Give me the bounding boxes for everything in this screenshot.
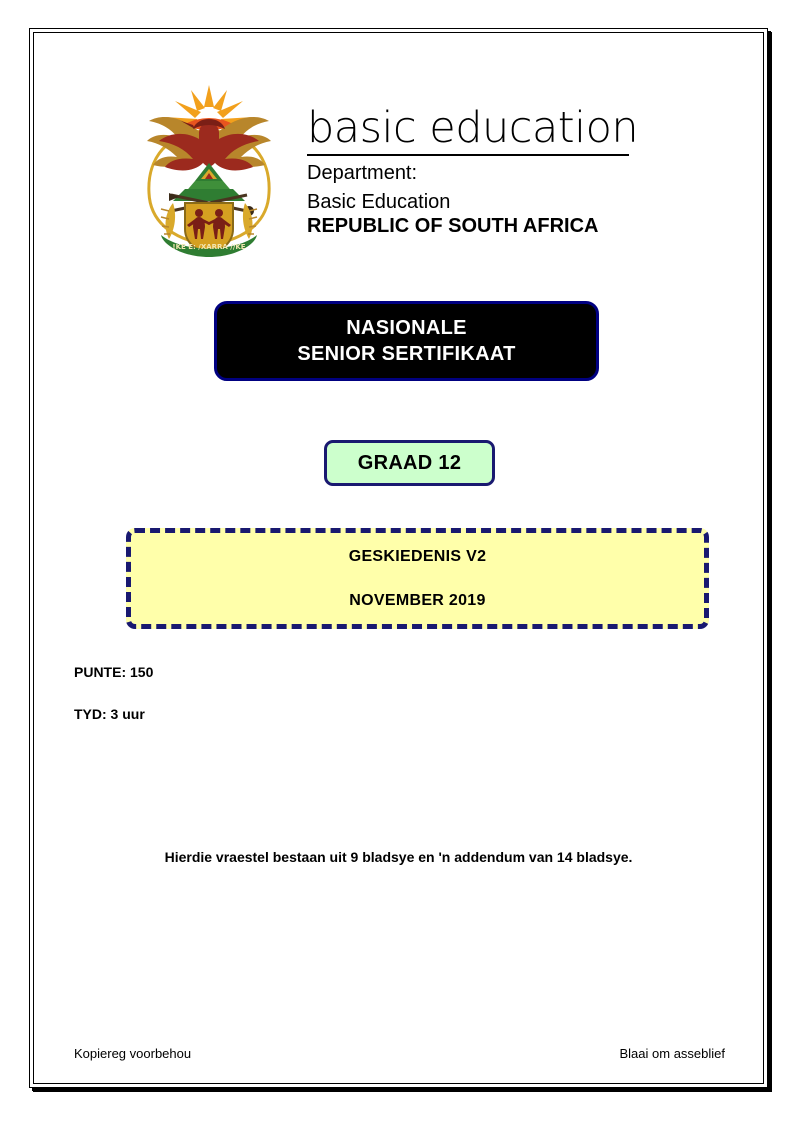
exam-meta bbox=[74, 663, 474, 724]
coat-of-arms-motto: !KE E: /XARRA //KE bbox=[172, 243, 246, 251]
page-inner-border bbox=[33, 32, 764, 1084]
basic-education-wordmark: basic education bbox=[307, 103, 639, 153]
page-sheet bbox=[34, 33, 763, 1083]
coat-of-arms-icon bbox=[139, 77, 279, 257]
certificate-line-2: SENIOR SERTIFIKAAT bbox=[297, 343, 516, 365]
department-header bbox=[139, 77, 739, 257]
page-count-statement: Hierdie vraestel bestaan uit 9 bladsye en 'n addendum van 14 bladsye. bbox=[164, 849, 633, 865]
country-name: REPUBLIC OF SOUTH AFRICA bbox=[307, 215, 599, 237]
subject-box bbox=[126, 528, 709, 629]
certificate-line-1: NASIONALE bbox=[346, 317, 467, 339]
exam-session: NOVEMBER 2019 bbox=[349, 591, 486, 609]
grade-label: GRAAD 12 bbox=[357, 451, 462, 474]
certificate-title-box bbox=[214, 301, 599, 381]
wordmark-divider bbox=[307, 154, 629, 156]
page-frame bbox=[29, 28, 768, 1088]
grade-box bbox=[324, 440, 495, 486]
department-label: Department: bbox=[307, 162, 418, 184]
department-name: Basic Education bbox=[307, 191, 451, 213]
department-wordmark bbox=[307, 105, 737, 238]
copyright-notice: Kopiereg voorbehou bbox=[74, 1046, 192, 1061]
subject-name: GESKIEDENIS V2 bbox=[348, 547, 487, 565]
turnover-notice: Blaai om asseblief bbox=[619, 1046, 725, 1061]
marks-value: PUNTE: 150 bbox=[74, 664, 154, 680]
page-footer bbox=[74, 1046, 725, 1061]
time-value: TYD: 3 uur bbox=[74, 706, 145, 722]
